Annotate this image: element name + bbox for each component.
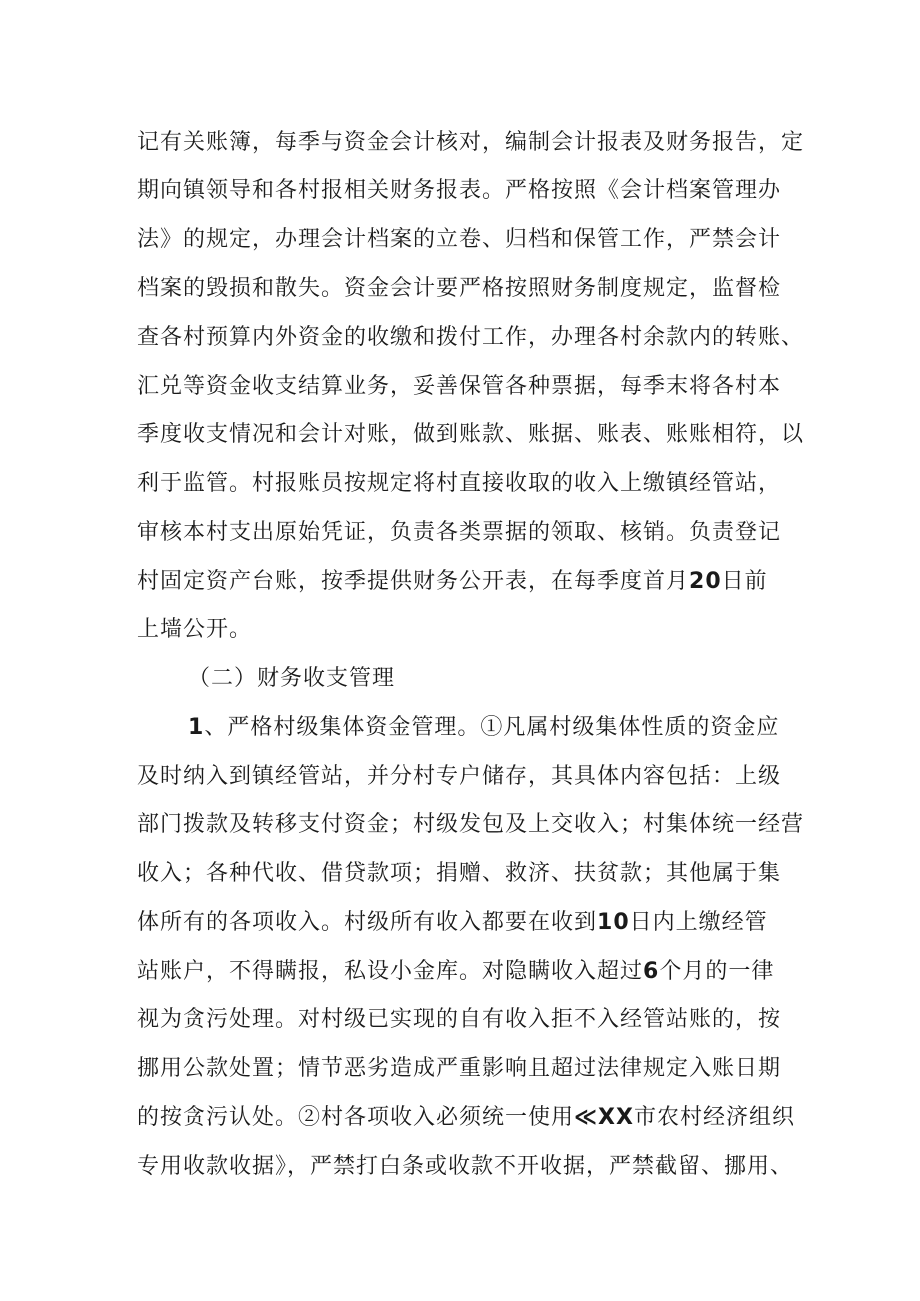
text-line <box>137 1103 795 1133</box>
placeholder-xx: ≪XX <box>574 1105 634 1130</box>
text-line: 专用收款收据》，严禁打白条或收款不开收据，严禁截留、挪用、 <box>137 1154 794 1179</box>
text-line: 收入；各种代收、借贷款项；捐赠、救济、扶贫款；其他属于集 <box>137 861 782 886</box>
text-line: 利于监管。村报账员按规定将村直接收取的收入上缴镇经管站， <box>137 471 782 496</box>
text-line: 季度收支情况和会计对账，做到账款、账据、账表、账账相符，以 <box>137 422 805 447</box>
text-line: 期向镇领导和各村报相关财务报表。严格按照《会计档案管理办 <box>137 178 782 203</box>
text-segment: 体所有的各项收入。村级所有收入都要在收到 <box>137 910 598 935</box>
text-line: 部门拨款及转移支付资金；村级发包及上交收入；村集体统一经营 <box>137 812 805 837</box>
text-segment: 个月的一律 <box>659 959 775 984</box>
number-10: 10 <box>597 910 630 935</box>
text-line: 上墙公开。 <box>137 617 253 642</box>
item-number: 1 <box>188 715 205 740</box>
text-line <box>137 908 768 938</box>
text-line: 查各村预算内外资金的收缴和拨付工作，办理各村余款内的转账、 <box>137 325 805 350</box>
section-heading: （二）财务收支管理 <box>188 666 396 691</box>
text-line <box>137 957 774 987</box>
text-segment: 村固定资产台账，按季提供财务公开表，在每季度首月 <box>137 569 690 594</box>
text-line <box>188 713 779 743</box>
text-line: 档案的毁损和散失。资金会计要严格按照财务制度规定，监督检 <box>137 276 782 301</box>
text-line: 审核本村支出原始凭证，负责各类票据的领取、核销。负责登记 <box>137 520 782 545</box>
text-line: 视为贪污处理。对村级已实现的自有收入拒不入经管站账的，按 <box>137 1007 782 1032</box>
text-segment: 市农村经济组织 <box>633 1105 795 1130</box>
text-segment: 、严格村级集体资金管理。①凡属村级集体性质的资金应 <box>204 715 780 740</box>
text-segment: 日内上缴经管 <box>629 910 768 935</box>
number-20: 20 <box>689 569 722 594</box>
text-segment: 的按贪污认处。②村各项收入必须统一使用 <box>137 1105 575 1130</box>
text-line <box>137 567 768 597</box>
text-line: 记有关账簿，每季与资金会计核对，编制会计报表及财务报告，定 <box>137 130 805 155</box>
number-6: 6 <box>643 959 660 984</box>
text-segment: 日前 <box>721 569 768 594</box>
text-line: 汇兑等资金收支结算业务，妥善保管各种票据，每季末将各村本 <box>137 374 782 399</box>
text-line: 法》的规定，办理会计档案的立卷、归档和保管工作，严禁会计 <box>137 227 782 252</box>
text-line: 及时纳入到镇经管站，并分村专户储存，其具体内容包括：上级 <box>137 764 782 789</box>
text-segment: 站账户，不得瞒报，私设小金库。对隐瞒收入超过 <box>137 959 644 984</box>
text-line: 挪用公款处置；情节恶劣造成严重影响且超过法律规定入账日期 <box>137 1056 782 1081</box>
